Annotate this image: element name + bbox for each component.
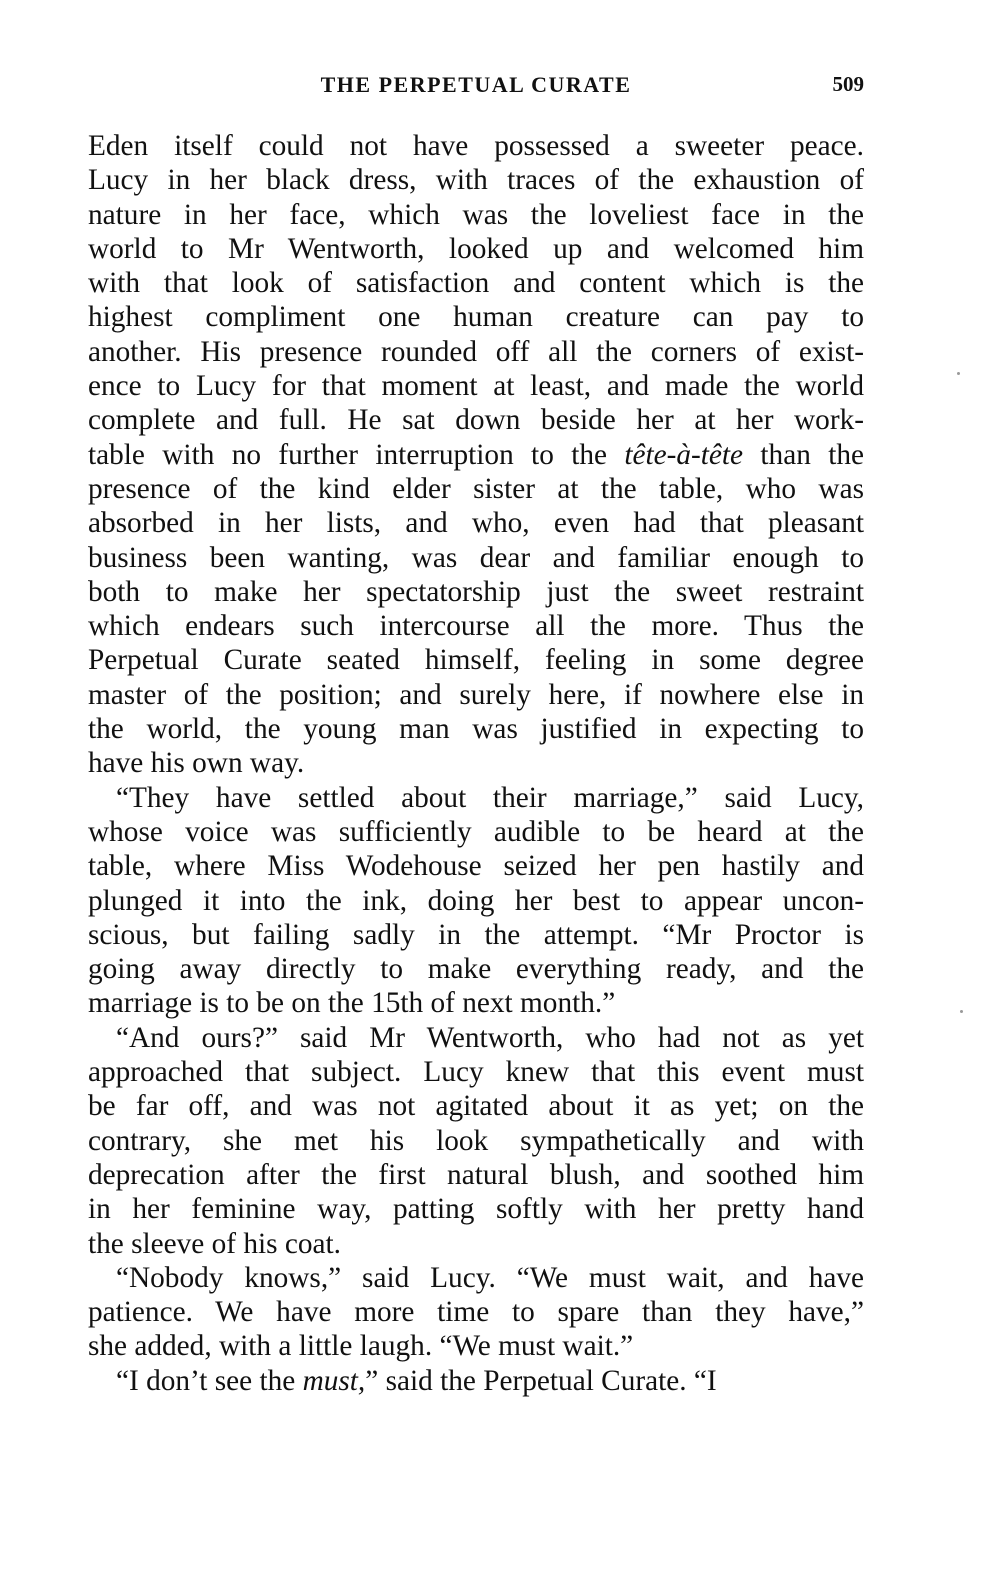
paragraph (88, 1021, 864, 1261)
text-line: master of the position; and surely here, if nowhere else in (88, 678, 864, 711)
text-line: patience. We have more time to spare than they have,” (88, 1296, 864, 1329)
text-line: Perpetual Curate seated himself, feeling in some degree (88, 644, 864, 677)
text-run: “I don’t see the (116, 1364, 303, 1397)
text-line: marriage is to be on the 15th of next month.” (88, 987, 616, 1020)
page-number: 509 (832, 72, 864, 96)
text-line (88, 438, 864, 472)
text-line: be far off, and was not agitated about it as yet; on the (88, 1090, 864, 1123)
text-line: she added, with a little laugh. “We must wait.” (88, 1330, 634, 1363)
paragraph (88, 1364, 864, 1398)
text-line: “And ours?” said Mr Wentworth, who had not as yet (116, 1021, 864, 1054)
text-line: presence of the kind elder sister at the table, who was (88, 472, 864, 505)
text-line: world to Mr Wentworth, looked up and welcomed him (88, 232, 864, 265)
text-line: “Nobody knows,” said Lucy. “We must wait, and have (116, 1261, 864, 1294)
text-line: the world, the young man was justified in expecting to (88, 713, 864, 746)
text-line: table, where Miss Wodehouse seized her pen hastily and (88, 850, 864, 883)
text-run: ” said the Perpetual Curate. “I (365, 1364, 717, 1397)
text-line: highest compliment one human creature can pay to (88, 301, 864, 334)
body-text (88, 129, 864, 1398)
text-line: going away directly to make everything ready, and the (88, 953, 864, 986)
text-line: whose voice was sufficiently audible to be heard at the (88, 815, 864, 848)
text-line: with that look of satisfaction and content which is the (88, 267, 864, 300)
text-line: have his own way. (88, 747, 305, 780)
text-line: plunged it into the ink, doing her best to appear uncon- (88, 884, 864, 917)
text-line: nature in her face, which was the loveliest face in the (88, 198, 864, 231)
text-run: table with no further interruption to the (88, 438, 625, 471)
text-line: Lucy in her black dress, with traces of the exhaustion of (88, 164, 864, 197)
text-line: ence to Lucy for that moment at least, and made the world (88, 370, 864, 403)
text-line: complete and full. He sat down beside her at her work- (88, 404, 864, 437)
text-line: absorbed in her lists, and who, even had that pleasant (88, 507, 864, 540)
paragraph (88, 1261, 864, 1364)
italic-text: tête-à-tête (624, 438, 744, 471)
text-line: contrary, she met his look sympathetically and with (88, 1124, 864, 1157)
text-line: deprecation after the first natural blush, and soothed him (88, 1158, 864, 1191)
text-line: business been wanting, was dear and familiar enough to (88, 541, 864, 574)
text-line: which endears such intercourse all the more. Thus the (88, 610, 864, 643)
text-line: scious, but failing sadly in the attempt. “Mr Proctor is (88, 918, 864, 951)
text-line: another. His presence rounded off all the corners of exist- (88, 335, 864, 368)
text-line: “They have settled about their marriage,” said Lucy, (116, 781, 864, 814)
italic-text: must, (302, 1364, 366, 1397)
paragraph (88, 129, 864, 781)
text-line: both to make her spectatorship just the sweet restraint (88, 575, 864, 608)
margin-speck (960, 1010, 963, 1013)
text-line: the sleeve of his coat. (88, 1227, 342, 1260)
paragraph (88, 781, 864, 1021)
text-line (88, 1364, 864, 1398)
running-title: THE PERPETUAL CURATE (320, 72, 632, 97)
running-head (88, 72, 864, 102)
text-line: Eden itself could not have possessed a sweeter peace. (88, 130, 864, 162)
text-line: approached that subject. Lucy knew that this event must (88, 1056, 864, 1089)
margin-speck (957, 372, 960, 375)
text-run: than the (743, 438, 864, 471)
text-line: in her feminine way, patting softly with her pretty hand (88, 1193, 864, 1226)
